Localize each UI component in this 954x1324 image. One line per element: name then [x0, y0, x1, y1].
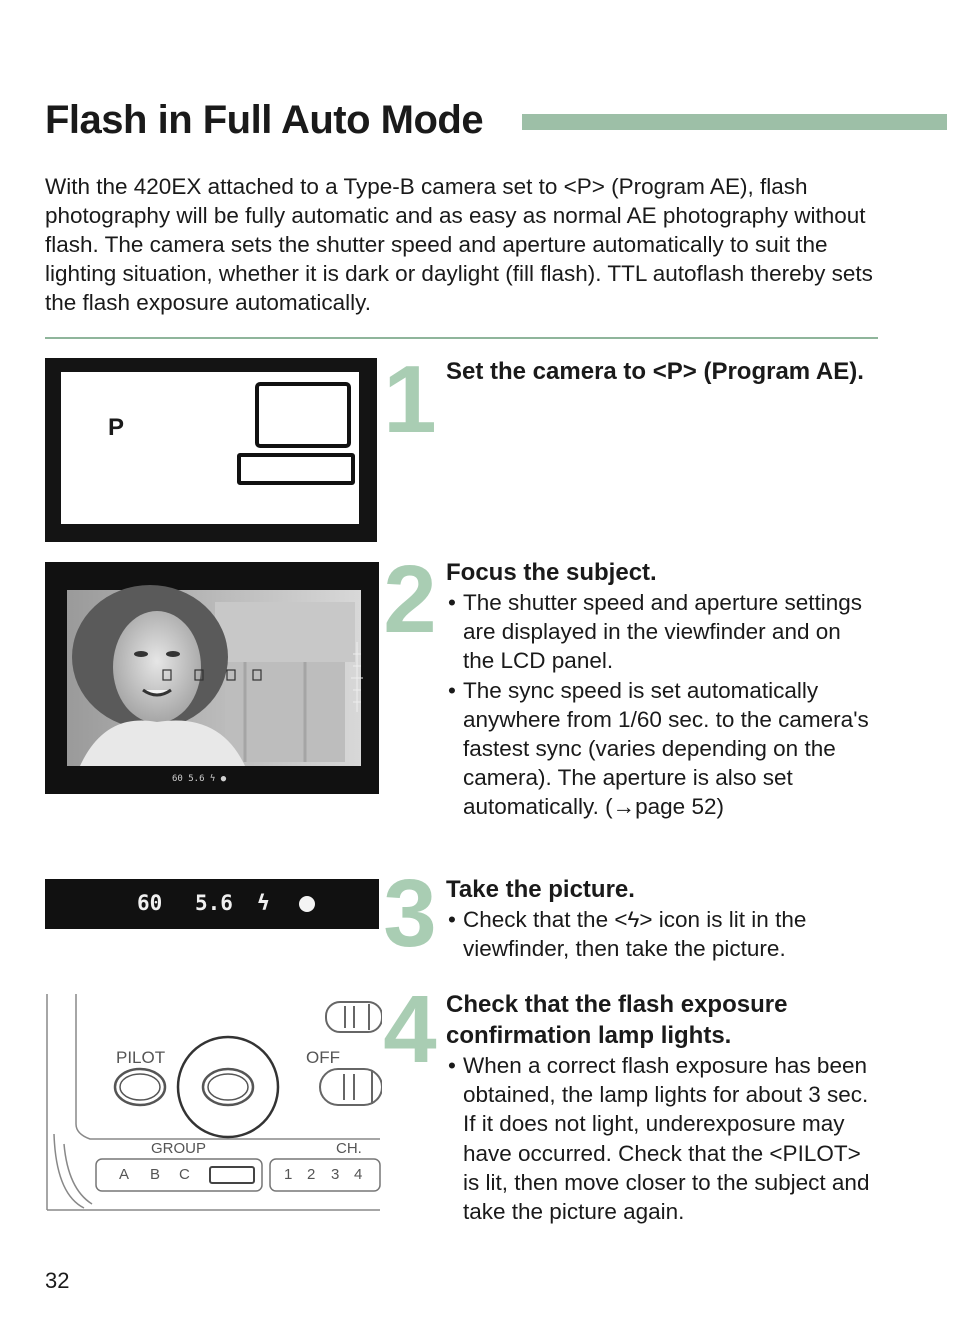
step-number-1: 1	[383, 346, 437, 453]
viewfinder-readout: 60 5.6 ϟ ●	[172, 774, 227, 784]
channel-label: CH.	[336, 1140, 362, 1157]
lcd-segment-box	[255, 382, 351, 448]
section-divider	[45, 337, 878, 339]
channel-4: 4	[354, 1166, 363, 1183]
title-accent-bar	[522, 114, 947, 130]
channel-3: 3	[331, 1166, 340, 1183]
lcd-screen	[61, 372, 359, 524]
channel-1: 1	[284, 1166, 293, 1183]
lcd-panel-illustration	[45, 358, 377, 542]
viewfinder-scene	[45, 562, 379, 794]
step-4-bullet-1: • When a correct flash exposure has been obtained, the lamp lights for about 3 sec.	[446, 1051, 876, 1109]
step-4-heading: Check that the flash exposure confirmation lamp lights.	[446, 991, 788, 1049]
group-letter-b: B	[150, 1166, 161, 1183]
pilot-label: PILOT	[116, 1048, 166, 1067]
intro-paragraph: With the 420EX attached to a Type-B camera set to <P> (Program AE), flash photography will be fully automatic and as easy as normal AE photography without flash. The camera sets the shutter speed and aperture automatically to suit the lighting situation, whether it is dark or daylight (fill flash). TTL autoflash thereby sets the flash exposure automatically.	[45, 174, 873, 315]
channel-2: 2	[307, 1166, 316, 1183]
step-number-4: 4	[383, 976, 437, 1083]
page-title: Flash in Full Auto Mode	[45, 98, 484, 142]
group-letter-a: A	[119, 1166, 130, 1183]
group-letter-c: C	[179, 1166, 190, 1183]
step-2-bullet-2: • The sync speed is set automatically anywhere from 1/60 sec. to the camera's fastest sync (varies depending on the camera). The aperture is also set automatically. (→page 52)	[446, 676, 876, 822]
off-label: OFF	[306, 1048, 340, 1067]
step-number-3: 3	[383, 860, 437, 967]
page-number: 32	[45, 1268, 70, 1293]
step-2-bullet-1: • The shutter speed and aperture settings are displayed in the viewfinder and on the LCD panel.	[446, 588, 876, 676]
flash-ready-icon: ϟ	[257, 891, 270, 915]
flash-panel-illustration	[44, 994, 382, 1212]
step-number-2: 2	[383, 546, 437, 653]
step-3-heading: Take the picture.	[446, 876, 635, 903]
focus-confirmation-icon	[299, 896, 315, 912]
step-4-bullets	[446, 1051, 876, 1226]
step-3-bullets	[446, 905, 876, 963]
lcd-mode-indicator: P	[108, 414, 125, 441]
step-2-heading: Focus the subject.	[446, 559, 657, 586]
step-4-continuation: If it does not light, underexposure may have occurred. Check that the <PILOT> is lit, then move closer to the subject and take the picture again.	[463, 1111, 870, 1225]
viewfinder-info-strip	[45, 879, 379, 929]
step-2-bullets	[446, 588, 876, 822]
shutter-speed-display: 60	[137, 891, 163, 915]
group-label: GROUP	[151, 1140, 207, 1157]
step-1-heading: Set the camera to <P> (Program AE).	[446, 358, 864, 385]
step-3-bullet-1: • Check that the <ϟ> icon is lit in the viewfinder, then take the picture.	[446, 905, 876, 963]
aperture-display: 5.6	[195, 891, 233, 915]
lcd-segment-bar	[237, 453, 355, 485]
viewfinder-illustration	[45, 562, 379, 794]
